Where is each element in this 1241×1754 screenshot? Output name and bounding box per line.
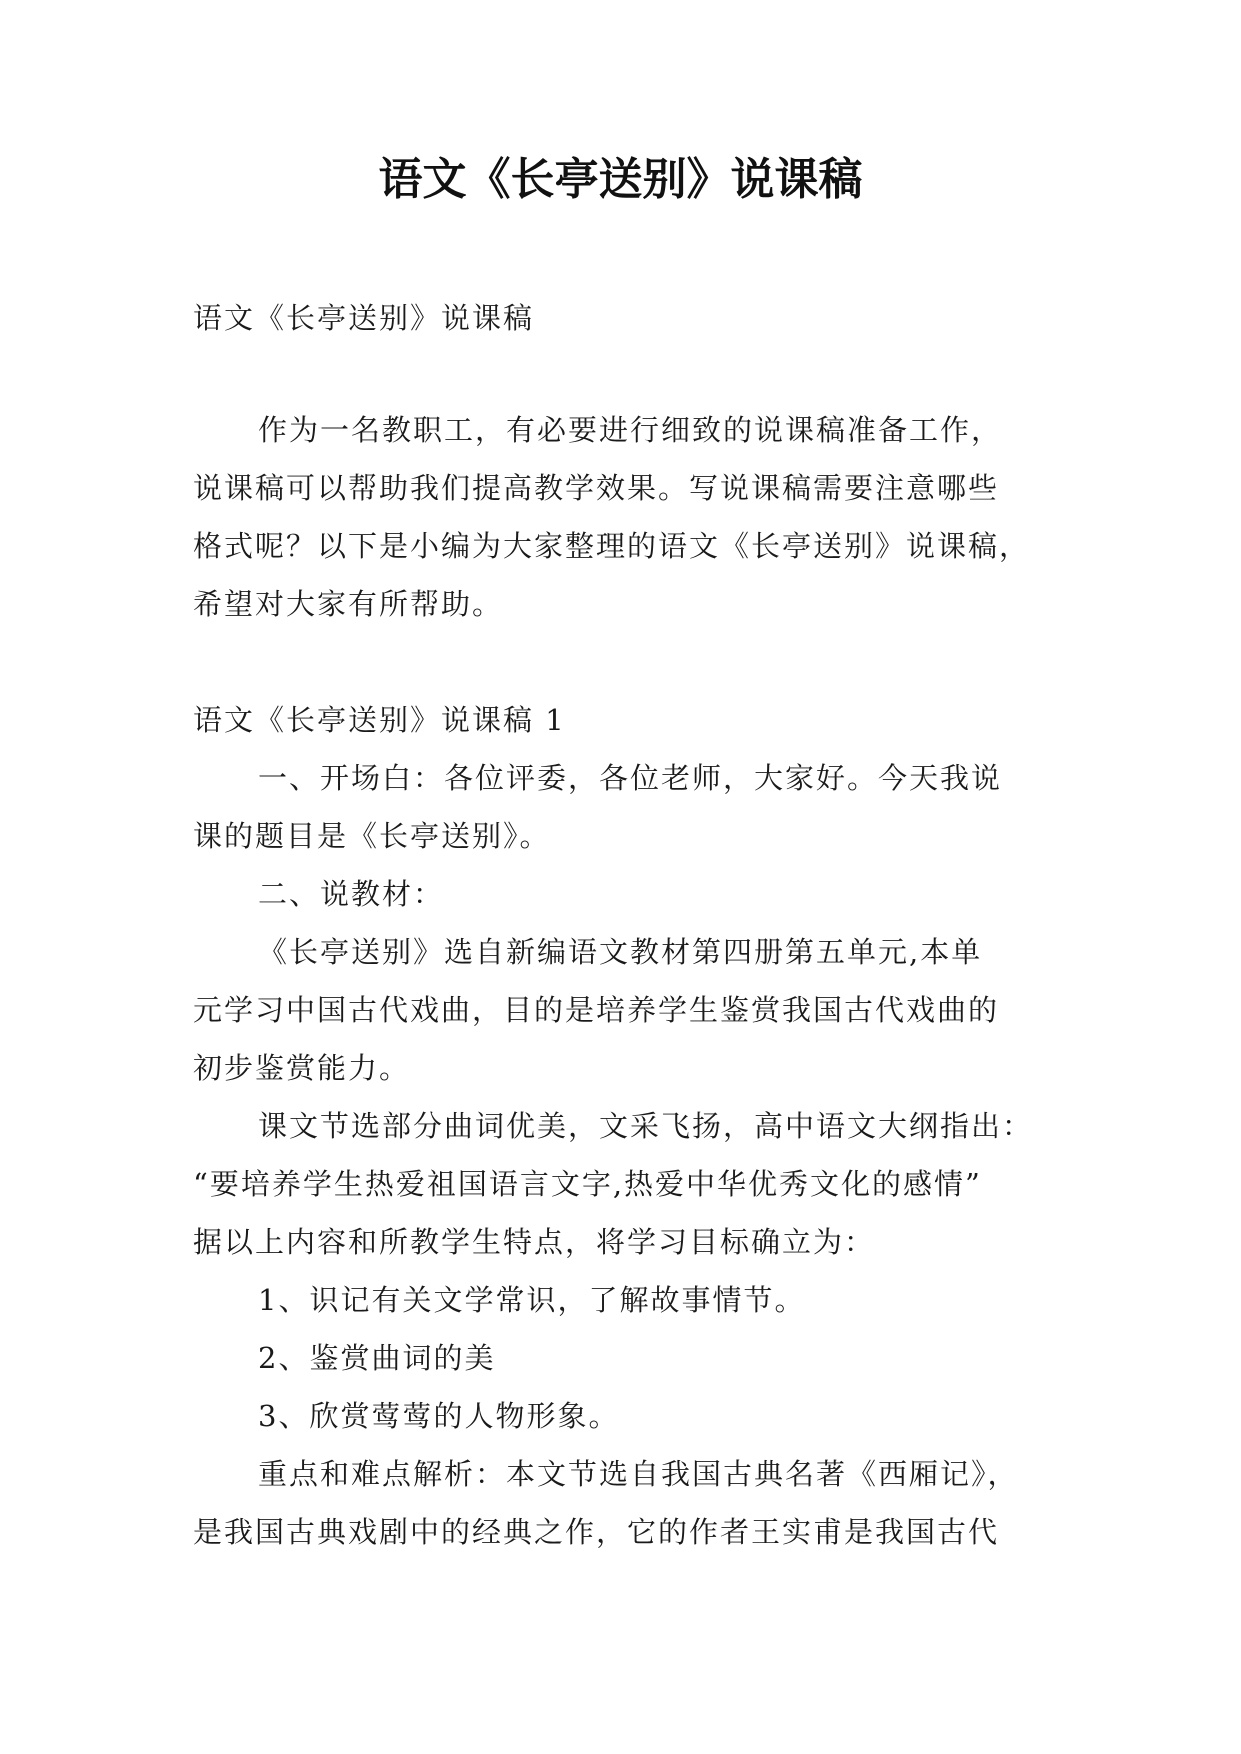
- paragraph-line: 二、说教材：: [258, 877, 445, 911]
- paragraph-line: 元学习中国古代戏曲，目的是培养学生鉴赏我国古代戏曲的: [193, 993, 1000, 1027]
- paragraph-line: 一、开场白：各位评委，各位老师，大家好。今天我说: [258, 761, 1003, 795]
- paragraph-line: 《长亭送别》选自新编语文教材第四册第五单元,本单: [258, 935, 983, 969]
- document-title: 语文《长亭送别》说课稿: [378, 154, 863, 205]
- paragraph-line: 初步鉴赏能力。: [193, 1051, 411, 1085]
- paragraph-line: 格式呢？以下是小编为大家整理的语文《长亭送别》说课稿，: [193, 529, 1031, 563]
- list-item: 3、欣赏莺莺的人物形象。: [258, 1399, 620, 1433]
- paragraph-line: 作为一名教职工，有必要进行细致的说课稿准备工作，: [258, 413, 1003, 447]
- paragraph-line: 课文节选部分曲词优美，文采飞扬，高中语文大纲指出：: [258, 1109, 1034, 1143]
- paragraph-line: “要培养学生热爱祖国语言文字,热爱中华优秀文化的感情”: [193, 1167, 982, 1201]
- paragraph-line: 希望对大家有所帮助。: [193, 587, 504, 621]
- paragraph-line: 重点和难点解析：本文节选自我国古典名著《西厢记》，: [258, 1457, 1019, 1491]
- paragraph-line: 说课稿可以帮助我们提高教学效果。写说课稿需要注意哪些: [193, 471, 1000, 505]
- subtitle-line: 语文《长亭送别》说课稿: [193, 301, 535, 335]
- list-item: 2、鉴赏曲词的美: [258, 1341, 496, 1375]
- list-item: 1、识记有关文学常识，了解故事情节。: [258, 1283, 806, 1317]
- section-heading: 语文《长亭送别》说课稿 1: [193, 703, 566, 737]
- paragraph-line: 据以上内容和所教学生特点，将学习目标确立为：: [193, 1225, 876, 1259]
- paragraph-line: 课的题目是《长亭送别》。: [193, 819, 551, 853]
- paragraph-line: 是我国古典戏剧中的经典之作，它的作者王实甫是我国古代: [193, 1515, 1000, 1549]
